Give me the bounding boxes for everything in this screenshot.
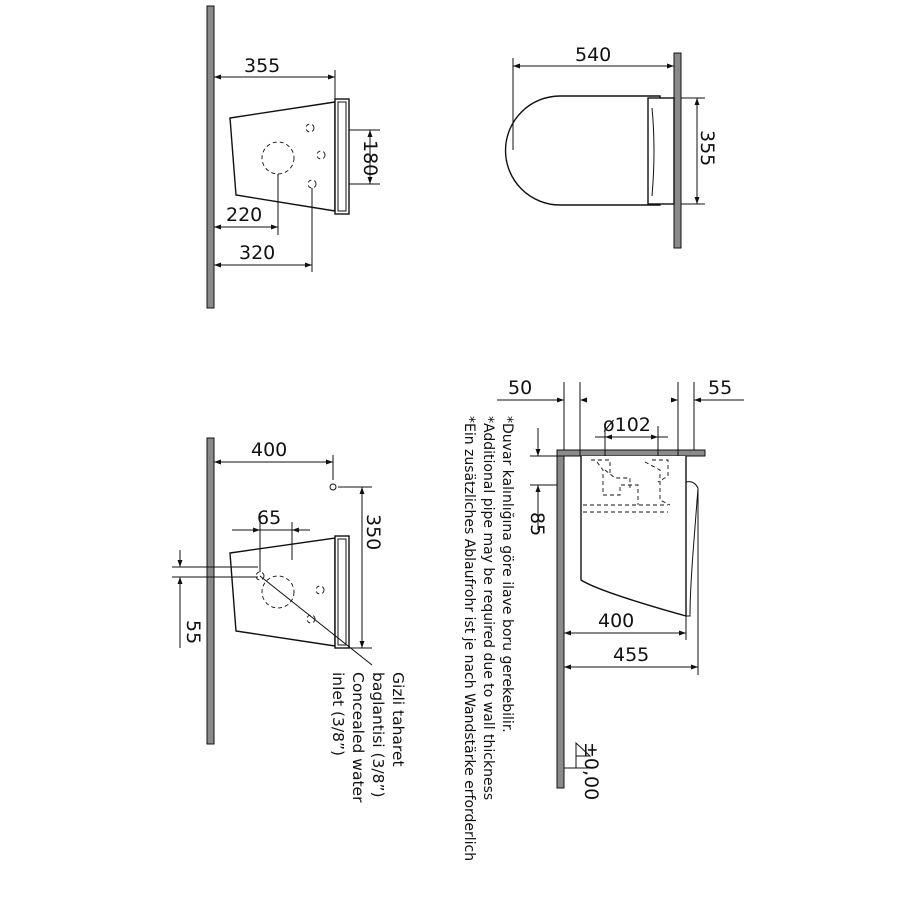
section-view-slab <box>557 450 705 456</box>
notes <box>461 416 515 861</box>
side-view-dim-355: 355 <box>696 130 718 167</box>
rear-view-wall <box>207 438 214 744</box>
top-view <box>207 6 381 308</box>
rear-view-mount <box>335 536 349 648</box>
rear-view-dim-400: 400 <box>251 439 288 461</box>
rear-view-bowl <box>230 538 335 646</box>
top-view-bowl <box>230 102 335 211</box>
top-view-dim-220: 220 <box>226 204 263 226</box>
side-view-mount <box>648 98 674 204</box>
rear-view-label-en-line1: Concealed water <box>349 672 367 803</box>
side-view-dim-540: 540 <box>575 44 612 66</box>
section-view-bowl <box>581 456 686 616</box>
top-view-dim-355: 355 <box>244 55 281 77</box>
section-view-floor-level: ±0,00 <box>580 742 602 801</box>
section-view-dim-455: 455 <box>613 644 650 666</box>
rear-view-dim-65: 65 <box>257 507 282 529</box>
note-en: *Additional pipe may be required due to wall thickness <box>480 416 496 801</box>
section-view-dim-85: 85 <box>526 512 548 537</box>
top-view-wall <box>207 6 214 308</box>
section-view-dim-55: 55 <box>708 377 733 399</box>
section-view-dim-400: 400 <box>598 610 635 632</box>
rear-view-label-tr-line1: Gizli taharet <box>389 672 407 767</box>
side-view <box>506 44 718 248</box>
section-view <box>497 377 744 800</box>
section-view-dim-50: 50 <box>508 377 533 399</box>
side-view-wall <box>674 53 681 248</box>
note-de: *Ein zusätzliches Ablaufrohr ist je nach Wandstärke erforderlich <box>461 416 477 862</box>
rear-view-label-en-line2: inlet (3/8”) <box>329 672 347 757</box>
section-view-wall <box>557 450 564 788</box>
rear-view-dim-55: 55 <box>182 620 204 645</box>
top-view-dim-180: 180 <box>359 140 381 177</box>
rear-view-dim-350: 350 <box>362 514 384 551</box>
section-view-dim-diameter: ø102 <box>603 414 651 436</box>
rear-view-water-inlet-mark <box>330 484 336 490</box>
rear-view-label-tr-line2: baglantisi (3/8”) <box>369 672 387 798</box>
side-view-bowl <box>506 96 660 205</box>
note-tr: *Duvar kalınlığına göre ilave boru gerekebilir. <box>499 416 515 733</box>
top-view-dim-320: 320 <box>239 242 276 264</box>
top-view-mount <box>335 99 349 214</box>
rear-view <box>172 438 407 803</box>
